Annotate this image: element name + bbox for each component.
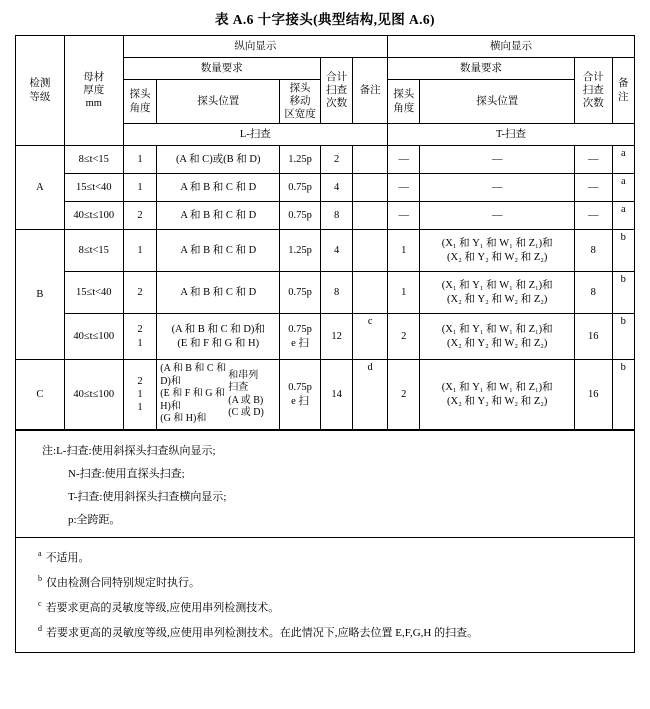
total-l: 4 bbox=[320, 174, 353, 202]
footnote-text: 不适用。 bbox=[45, 551, 90, 564]
thickness-cell: 40≤t≤100 bbox=[64, 202, 123, 230]
footnote-item bbox=[16, 594, 634, 619]
footnote-text: 仅由检测合同特别规定时执行。 bbox=[46, 576, 200, 589]
probe-angle-l: 1 bbox=[123, 146, 157, 174]
remark-t: b bbox=[612, 360, 634, 430]
remark-l: d bbox=[353, 360, 388, 430]
level-cell-a: A bbox=[16, 146, 65, 230]
remark-t: a bbox=[612, 174, 634, 202]
footnote-text: 若要求更高的灵敏度等级,应使用串列检测技术。 bbox=[45, 601, 280, 614]
footnote-item bbox=[16, 619, 634, 644]
total-l: 14 bbox=[320, 360, 353, 430]
probe-position-l: A 和 B 和 C 和 D bbox=[157, 202, 280, 230]
probe-position-t: — bbox=[420, 202, 574, 230]
thickness-cell: 40≤t≤100 bbox=[64, 360, 123, 430]
probe-angle-t: 2 bbox=[387, 360, 420, 430]
total-l: 8 bbox=[320, 272, 353, 314]
probe-angle-l: 2 bbox=[123, 272, 157, 314]
footnote-item bbox=[16, 569, 634, 594]
note-line: p:全跨距。 bbox=[68, 513, 121, 526]
remark-l bbox=[353, 272, 388, 314]
footnotes-block bbox=[15, 538, 635, 653]
remark-l bbox=[353, 202, 388, 230]
table-row bbox=[16, 272, 635, 314]
probe-position-t: — bbox=[420, 174, 574, 202]
remark-t: b bbox=[612, 230, 634, 272]
probe-move-l: 0.75p bbox=[280, 174, 321, 202]
header-transverse: 横向显示 bbox=[387, 36, 634, 58]
probe-angle-t: — bbox=[387, 174, 420, 202]
header-total-longitudinal: 合计 扫查 次数 bbox=[320, 58, 353, 124]
probe-angle-t: — bbox=[387, 146, 420, 174]
probe-position-t: (X₁ 和 Y₁ 和 W₁ 和 Z₁)和 (X₂ 和 Y₂ 和 W₂ 和 Z₂) bbox=[420, 230, 574, 272]
probe-position-l: (A 和 C)或(B 和 D) bbox=[157, 146, 280, 174]
header-longitudinal: 纵向显示 bbox=[123, 36, 387, 58]
header-scan-L: L-扫查 bbox=[123, 124, 387, 146]
footnote-mark: a bbox=[38, 548, 42, 558]
thickness-cell: 15≤t<40 bbox=[64, 174, 123, 202]
table-row bbox=[16, 174, 635, 202]
thickness-cell: 8≤t<15 bbox=[64, 146, 123, 174]
total-t: — bbox=[574, 146, 612, 174]
footnote-mark: d bbox=[38, 623, 42, 633]
probe-position-t: — bbox=[420, 146, 574, 174]
note-line bbox=[16, 438, 634, 461]
thickness-cell: 15≤t<40 bbox=[64, 272, 123, 314]
total-t: 16 bbox=[574, 314, 612, 360]
probe-angle-l: 2 1 bbox=[123, 314, 157, 360]
table-row bbox=[16, 146, 635, 174]
footnote-mark: c bbox=[38, 598, 42, 608]
header-probe-angle-t: 探头 角度 bbox=[387, 80, 420, 124]
probe-move-l: 0.75p bbox=[280, 202, 321, 230]
probe-angle-t: 1 bbox=[387, 230, 420, 272]
total-t: — bbox=[574, 174, 612, 202]
remark-t: b bbox=[612, 272, 634, 314]
notes-label: 注: bbox=[42, 444, 57, 457]
header-quantity-transverse: 数量要求 bbox=[387, 58, 574, 80]
header-scan-T: T-扫查 bbox=[387, 124, 634, 146]
header-quantity-longitudinal: 数量要求 bbox=[123, 58, 320, 80]
main-table bbox=[15, 35, 635, 430]
probe-position-l: A 和 B 和 C 和 D bbox=[157, 230, 280, 272]
probe-angle-t: 2 bbox=[387, 314, 420, 360]
remark-l bbox=[353, 174, 388, 202]
header-total-transverse: 合计 扫查 次数 bbox=[574, 58, 612, 124]
notes-block bbox=[15, 430, 635, 538]
table-row bbox=[16, 230, 635, 272]
probe-position-l: (A 和 B 和 C 和 D)和 (E 和 F 和 G 和 H) bbox=[157, 314, 280, 360]
remark-l: c bbox=[353, 314, 388, 360]
total-l: 2 bbox=[320, 146, 353, 174]
header-probe-angle-l: 探头 角度 bbox=[123, 80, 157, 124]
level-cell-b: B bbox=[16, 230, 65, 360]
remark-t: a bbox=[612, 146, 634, 174]
total-t: — bbox=[574, 202, 612, 230]
table-row bbox=[16, 360, 635, 430]
probe-position-l: A 和 B 和 C 和 D bbox=[157, 272, 280, 314]
footnote-mark: b bbox=[38, 573, 42, 583]
probe-angle-l: 2 1 1 bbox=[123, 360, 157, 430]
footnote-text: 若要求更高的灵敏度等级,应使用串列检测技术。在此情况下,应略去位置 E,F,G,H 的扫查。 bbox=[46, 626, 479, 639]
probe-angle-l: 1 bbox=[123, 174, 157, 202]
header-level: 检测 等级 bbox=[16, 36, 65, 146]
table-row bbox=[16, 314, 635, 360]
note-line: T-扫查:使用斜探头扫查横向显示; bbox=[68, 490, 227, 503]
probe-move-l: 0.75p e 扫 bbox=[280, 314, 321, 360]
probe-angle-l: 1 bbox=[123, 230, 157, 272]
header-row-group bbox=[16, 36, 635, 58]
total-t: 8 bbox=[574, 230, 612, 272]
probe-move-l: 1.25p bbox=[280, 146, 321, 174]
probe-position-l: (A 和 B 和 C 和 D)和 (E 和 F 和 G 和 H)和 (G 和 H)和 和串列 扫查 (A 或 B) (C 或 D) bbox=[157, 360, 280, 430]
header-thickness: 母材 厚度 mm bbox=[64, 36, 123, 146]
header-remark-transverse: 备注 bbox=[612, 58, 634, 124]
probe-position-t: (X₁ 和 Y₁ 和 W₁ 和 Z₁)和 (X₂ 和 Y₂ 和 W₂ 和 Z₂) bbox=[420, 360, 574, 430]
remark-l bbox=[353, 146, 388, 174]
thickness-cell: 8≤t<15 bbox=[64, 230, 123, 272]
total-l: 8 bbox=[320, 202, 353, 230]
header-probe-move-l: 探头 移动 区宽度 bbox=[280, 80, 321, 124]
probe-position-t: (X₁ 和 Y₁ 和 W₁ 和 Z₁)和 (X₂ 和 Y₂ 和 W₂ 和 Z₂) bbox=[420, 314, 574, 360]
level-cell-c: C bbox=[16, 360, 65, 430]
probe-move-l: 1.25p bbox=[280, 230, 321, 272]
total-t: 16 bbox=[574, 360, 612, 430]
probe-move-l: 0.75p e 扫 bbox=[280, 360, 321, 430]
note-text: L-扫查:使用斜探头扫查纵向显示; bbox=[56, 444, 216, 457]
footnote-item bbox=[16, 544, 634, 569]
probe-position-l: A 和 B 和 C 和 D bbox=[157, 174, 280, 202]
note-line: N-扫查:使用直探头扫查; bbox=[68, 467, 185, 480]
thickness-cell: 40≤t≤100 bbox=[64, 314, 123, 360]
probe-angle-t: 1 bbox=[387, 272, 420, 314]
header-probe-position-t: 探头位置 bbox=[420, 80, 574, 124]
total-l: 12 bbox=[320, 314, 353, 360]
remark-l bbox=[353, 230, 388, 272]
probe-angle-t: — bbox=[387, 202, 420, 230]
remark-t: b bbox=[612, 314, 634, 360]
probe-position-t: (X₁ 和 Y₁ 和 W₁ 和 Z₁)和 (X₂ 和 Y₂ 和 W₂ 和 Z₂) bbox=[420, 272, 574, 314]
header-remark-longitudinal: 备注 bbox=[353, 58, 388, 124]
total-t: 8 bbox=[574, 272, 612, 314]
table-row bbox=[16, 202, 635, 230]
remark-t: a bbox=[612, 202, 634, 230]
total-l: 4 bbox=[320, 230, 353, 272]
table-caption: 表 A.6 十字接头(典型结构,见图 A.6) bbox=[215, 12, 435, 27]
header-probe-position-l: 探头位置 bbox=[157, 80, 280, 124]
probe-move-l: 0.75p bbox=[280, 272, 321, 314]
probe-angle-l: 2 bbox=[123, 202, 157, 230]
